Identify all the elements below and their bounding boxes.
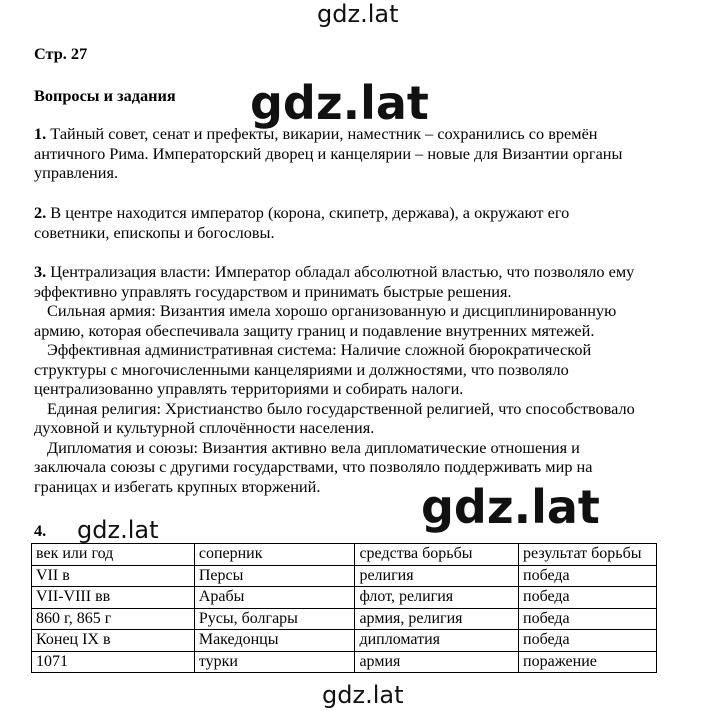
table-row xyxy=(32,565,657,587)
table-cell: победа xyxy=(519,630,657,652)
table-cell: 860 г, 865 г xyxy=(32,608,195,630)
table-cell: Персы xyxy=(194,565,355,587)
table-row xyxy=(32,587,657,609)
table-cell: Русы, болгары xyxy=(194,608,355,630)
table-cell: религия xyxy=(355,565,519,587)
answer-line xyxy=(34,124,622,144)
table-cell: турки xyxy=(194,651,355,673)
column-header: соперник xyxy=(194,544,355,566)
answer-line: границах и избегать крупных вторжений. xyxy=(34,476,321,496)
table-header-row xyxy=(32,544,657,566)
answer-2 xyxy=(34,203,569,242)
answer-line xyxy=(34,262,635,282)
answer-line: управления. xyxy=(34,163,119,182)
answer-line: античного Рима. Императорский дворец и канцелярии – новые для Византии органы xyxy=(34,143,623,163)
table-row xyxy=(32,651,657,673)
question-number-4: 4. xyxy=(34,521,47,540)
table-cell: 1071 xyxy=(32,651,195,673)
watermark-large-lower: gdz.lat xyxy=(421,480,600,534)
table-cell: Македонцы xyxy=(194,630,355,652)
table-cell: победа xyxy=(519,587,657,609)
answer-text: Централизация власти: Император обладал абсолютной властью, что позволяло ему xyxy=(46,262,635,281)
answer-line: эффективно управлять государством и принимать быстрые решения. xyxy=(34,281,512,301)
table-cell: VII в xyxy=(32,565,195,587)
watermark-small: gdz.lat xyxy=(77,516,159,544)
watermark-large-upper: gdz.lat xyxy=(250,76,429,130)
column-header: результат борьбы xyxy=(519,544,657,566)
column-header: средства борьбы xyxy=(355,544,519,566)
table-cell: армия, религия xyxy=(355,608,519,630)
table-cell: армия xyxy=(355,651,519,673)
answer-text: Тайный совет, сенат и префекты, викарии, наместник – сохранились со времён xyxy=(46,124,598,143)
watermark-top: gdz.lat xyxy=(317,0,399,28)
answer-3 xyxy=(34,262,635,496)
section-heading: Вопросы и задания xyxy=(34,86,176,105)
answer-line: духовной и культурной сплочённости населения. xyxy=(34,418,375,437)
answer-line: советники, епископы и богословы. xyxy=(34,222,275,242)
question-number: 3. xyxy=(34,262,47,281)
answer-text: В центре находится император (корона, скипетр, держава), а окружают его xyxy=(46,203,570,222)
answer-line xyxy=(34,203,569,223)
question-number: 2. xyxy=(34,203,47,222)
answer-line: армию, которая обеспечивала защиту границ и подавление внутренних мятежей. xyxy=(34,320,595,340)
table-cell: победа xyxy=(519,565,657,587)
answer-line: Сильная армия: Византия имела хорошо организованную и дисциплинированную xyxy=(47,301,617,320)
answer-1 xyxy=(34,124,622,183)
table-cell: Конец IX в xyxy=(32,630,195,652)
column-header: век или год xyxy=(32,544,195,566)
table-row xyxy=(32,608,657,630)
question-number: 1. xyxy=(34,124,47,143)
table-cell: дипломатия xyxy=(355,630,519,652)
answer-line: структуры с многочисленными канцеляриями и должностями, что позволяло xyxy=(34,359,569,379)
answer-line: централизованно управлять территориями и собирать налоги. xyxy=(34,379,464,398)
struggle-table xyxy=(31,543,657,673)
table-cell: поражение xyxy=(519,651,657,673)
table-row xyxy=(32,630,657,652)
answer-line: заключала союзы с другими государствами, что позволяло поддерживать мир на xyxy=(34,457,593,476)
page-reference: Стр. 27 xyxy=(34,44,88,63)
watermark-bottom: gdz.lat xyxy=(322,681,404,709)
answer-line: Единая религия: Христианство было государственной религией, что способствовало xyxy=(47,398,635,418)
table-cell: VII-VIII вв xyxy=(32,587,195,609)
table-cell: победа xyxy=(519,608,657,630)
table-cell: Арабы xyxy=(194,587,355,609)
answer-line: Эффективная административная система: Наличие сложной бюрократической xyxy=(47,340,592,359)
answer-line: Дипломатия и союзы: Византия активно вела дипломатические отношения и xyxy=(47,437,580,457)
table-cell: флот, религия xyxy=(355,587,519,609)
